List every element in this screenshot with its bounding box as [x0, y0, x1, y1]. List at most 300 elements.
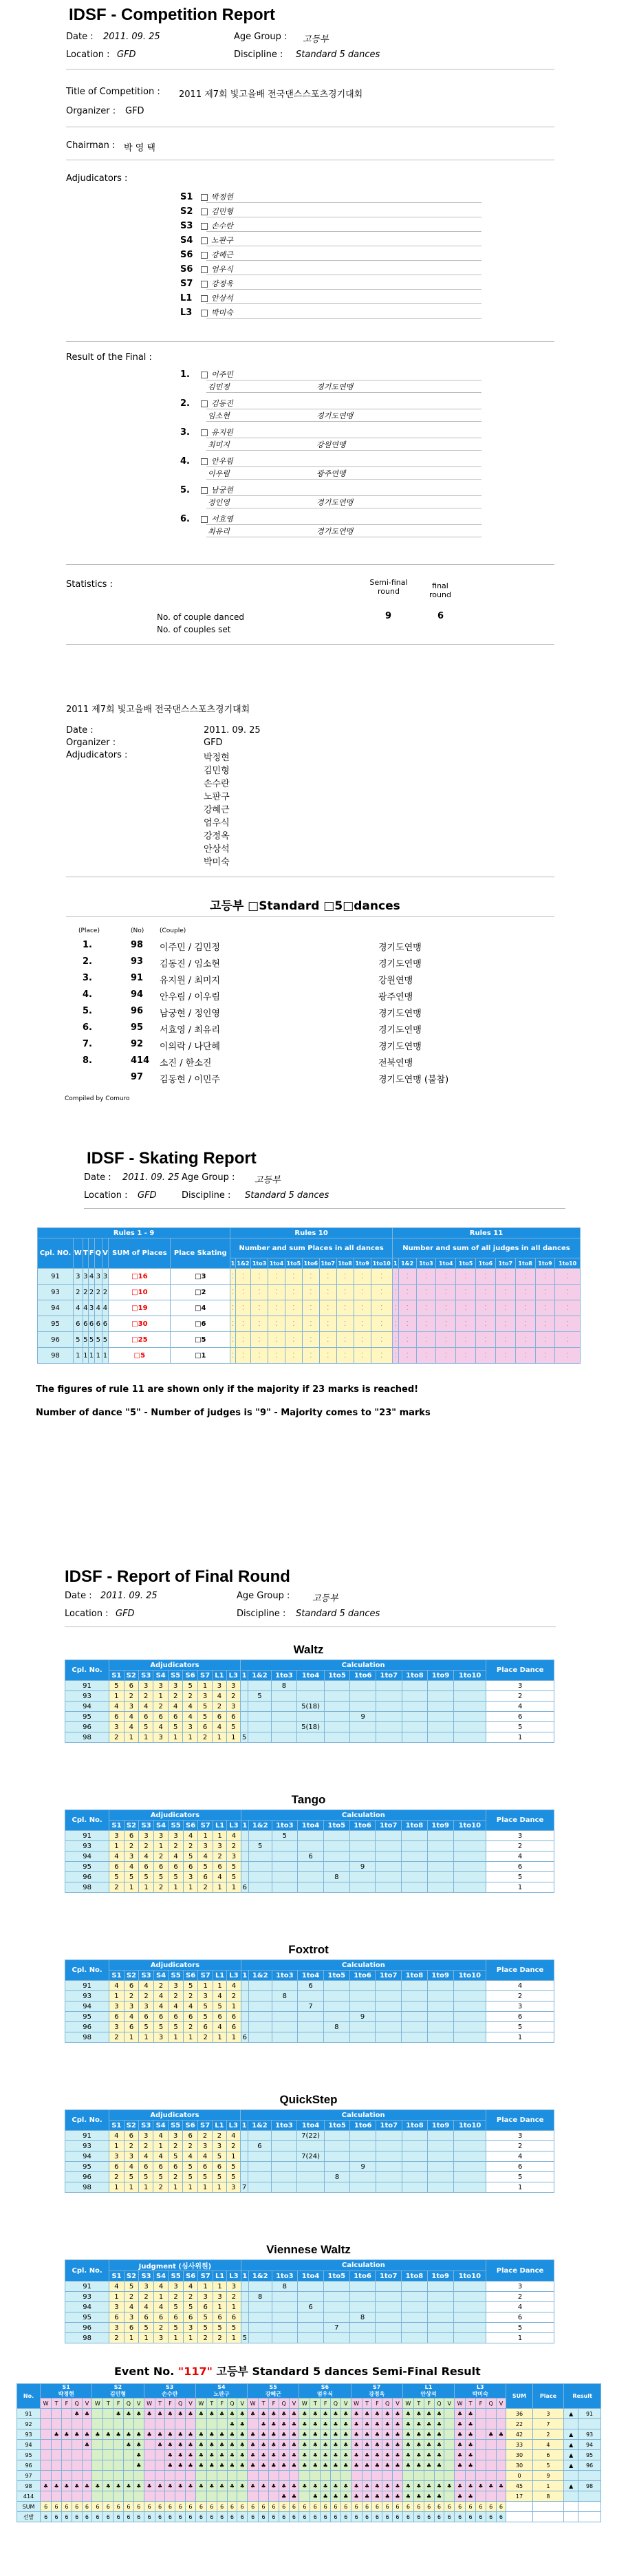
select-row: [17, 2512, 601, 2522]
dance-place: 2: [486, 1691, 554, 1702]
adjudicator-name: 노판구: [211, 236, 233, 245]
rule11-cell: ⁚: [515, 1332, 535, 1348]
judge-mark: 5: [139, 2323, 154, 2333]
mark-cell: ♣: [372, 2419, 382, 2429]
judge-mark: 2: [153, 2323, 169, 2333]
result-row: [180, 455, 233, 466]
adjudicator-row: [180, 220, 233, 231]
mark-cell: ♣: [237, 2481, 248, 2491]
calc-cell: [453, 2032, 486, 2043]
rule10-cell: ⁚: [230, 1285, 236, 1300]
judge-mark: 5: [227, 2323, 241, 2333]
cpl-number: 91: [65, 2282, 109, 2292]
calc-cell: [241, 1991, 248, 2001]
mark-cell: [486, 2450, 496, 2460]
empty-cell: [564, 2502, 578, 2512]
result-place: 4.: [180, 456, 190, 466]
stat-col-final: final round: [429, 581, 451, 599]
mark-cell: ♣: [310, 2429, 321, 2440]
mark-cell: [61, 2419, 72, 2429]
dance-place: 2: [83, 1285, 89, 1300]
checkbox-icon: [201, 400, 208, 407]
sum-cell: 6: [413, 2502, 424, 2512]
rule11-cell: ⁚: [456, 1269, 476, 1285]
calc-col-header: 1to10: [453, 2121, 486, 2131]
judge-mark: 2: [109, 1732, 124, 1743]
dance-place: 4: [486, 2151, 554, 2162]
mark-cell: ♣: [279, 2429, 289, 2440]
rule10-cell: ⁚: [230, 1300, 236, 1316]
rule11-cell: ⁚: [555, 1285, 581, 1300]
cpl-number: 414: [17, 2491, 41, 2502]
underline: [206, 450, 481, 451]
calc-cell: [248, 2312, 272, 2323]
calc-col-header: 1to8: [402, 2271, 428, 2282]
mark-cell: [124, 2450, 134, 2460]
calc-cell: 7: [323, 2323, 349, 2333]
mark-cell: [72, 2419, 82, 2429]
dance-letter: V: [133, 2398, 144, 2409]
mark-cell: ♣: [475, 2481, 486, 2491]
stat-value-semi: 9: [385, 611, 392, 621]
summary-place: 1.: [83, 940, 92, 950]
dance-table: [65, 1810, 554, 1893]
mark-cell: [144, 2450, 155, 2460]
calc-cell: [428, 2172, 454, 2182]
rule11-cell: ⁚: [392, 1285, 398, 1300]
calc-col-header: 1to7: [376, 2271, 402, 2282]
judge-mark: 4: [213, 1872, 226, 1882]
row-place: 2: [532, 2429, 564, 2440]
sum-cell: 6: [351, 2502, 362, 2512]
mark-cell: ♣: [259, 2460, 269, 2471]
judge-mark: 3: [153, 2333, 169, 2343]
cpl-number: 98: [17, 2481, 41, 2491]
header-row: [65, 1960, 554, 1971]
judge-mark: 3: [109, 2323, 125, 2333]
calc-cell: [298, 2333, 324, 2343]
calc-col-header: 1to6: [349, 2271, 376, 2282]
underline: [206, 260, 481, 261]
judge-mark: 2: [168, 2141, 182, 2151]
judge-header: S7: [198, 1971, 213, 1981]
mark-cell: ♣: [268, 2460, 279, 2471]
dance-place: 6: [486, 1712, 554, 1722]
calc-col-header: 1: [240, 2121, 248, 2131]
mark-cell: ♣: [382, 2429, 393, 2440]
judge-mark: 5: [139, 2022, 154, 2032]
mark-cell: ♣: [402, 2409, 413, 2419]
mark-cell: ♣: [382, 2419, 393, 2429]
summary-couple: 김동현 / 이민주: [160, 1075, 220, 1085]
mark-cell: ♣: [206, 2450, 217, 2460]
calc-cell: [350, 2182, 376, 2193]
judge-header: S3: [139, 1971, 154, 1981]
age-value: 고등부: [303, 34, 329, 45]
final-age: 고등부: [312, 1593, 338, 1604]
underline: [206, 495, 481, 496]
calc-cell: [402, 2012, 428, 2022]
note-majority: Number of dance "5" - Number of judges is "9" - Majority comes to "23" marks: [36, 1408, 431, 1418]
sum-cell: 6: [227, 2502, 237, 2512]
calc-cell: [248, 2032, 272, 2043]
cpl-number: 96: [65, 2323, 109, 2333]
mark-cell: ♣: [455, 2440, 466, 2450]
judge-mark: 4: [198, 1852, 213, 1862]
sum-of-places: □10: [109, 1285, 171, 1300]
mark-cell: [52, 2491, 62, 2502]
rule11-cell: ⁚: [436, 1332, 456, 1348]
judge-mark: 6: [138, 2162, 153, 2172]
mark-cell: ♣: [372, 2440, 382, 2450]
judge-mark: 2: [183, 2022, 198, 2032]
calc-col-header: 1&2: [398, 1258, 416, 1269]
underline: [206, 524, 481, 525]
calc-cell: [271, 1732, 297, 1743]
place-dance-header: Place Dance: [486, 1810, 554, 1831]
row-selected-number: [578, 2491, 601, 2502]
calc-cell: [402, 2001, 428, 2012]
calc-col-header: 1to3: [272, 1821, 298, 1831]
dance-letter: V: [289, 2398, 299, 2409]
calc-cell: [427, 1852, 453, 1862]
rule11-cell: ⁚: [555, 1332, 581, 1348]
adjudicator-row: [180, 264, 233, 275]
calc-col-header: 1to4: [298, 1971, 324, 1981]
mark-cell: [41, 2471, 52, 2481]
row-sum: 30: [506, 2450, 532, 2460]
judge-mark: 4: [226, 2131, 240, 2141]
mark-cell: [82, 2471, 92, 2481]
row-sum: 0: [506, 2471, 532, 2481]
mark-cell: [393, 2471, 403, 2481]
dance-letter: V: [82, 2398, 92, 2409]
calc-cell: [376, 1862, 402, 1872]
sum-cell: 6: [217, 2502, 227, 2512]
calc-cell: [248, 1882, 272, 1893]
summary-couple: 유지원 / 최미지: [160, 976, 220, 986]
mark-cell: ♣: [248, 2409, 259, 2419]
mark-cell: ♣: [424, 2481, 434, 2491]
rules-1-9-header: Rules 1 - 9: [38, 1228, 230, 1238]
rule11-cell: ⁚: [515, 1300, 535, 1316]
judge-mark: 6: [169, 2312, 184, 2323]
adjudicator-row: [180, 307, 233, 318]
summary-couple: 소진 / 한소진: [160, 1058, 212, 1069]
mark-cell: ♣: [331, 2419, 341, 2429]
mark-cell: ♣: [496, 2481, 506, 2491]
adjudicator-row: [180, 292, 233, 303]
mark-cell: ♣: [402, 2460, 413, 2471]
judge-mark: 1: [169, 1882, 184, 1893]
mark-cell: [475, 2460, 486, 2471]
judge-mark: 4: [169, 2001, 184, 2012]
summary-organizer: GFD: [204, 738, 223, 748]
mark-cell: ♣: [424, 2419, 434, 2429]
judge-mark: 4: [109, 2131, 124, 2141]
judge-mark: 1: [153, 1691, 168, 1702]
judge-mark: 1: [227, 2333, 241, 2343]
select-cell: 6: [165, 2512, 175, 2522]
calc-cell: [376, 1732, 402, 1743]
judge-name: 엄우식: [316, 2391, 334, 2397]
mark-cell: ♣: [424, 2450, 434, 2460]
calc-col-header: 1to9: [428, 2121, 454, 2131]
mark-cell: [496, 2409, 506, 2419]
summary-number: 92: [131, 1039, 144, 1049]
cpl-number: 98: [65, 1732, 109, 1743]
mark-cell: [299, 2471, 310, 2481]
mark-cell: ♣: [133, 2409, 144, 2419]
mark-cell: [206, 2491, 217, 2502]
calc-cell: [453, 2292, 486, 2302]
judge-mark: 6: [109, 1862, 125, 1872]
calc-col-header: 1to4: [297, 1671, 324, 1681]
final-row: [65, 2151, 554, 2162]
calc-cell: [350, 2172, 376, 2182]
mark-cell: ♣: [165, 2440, 175, 2450]
dance-place: 3: [102, 1269, 109, 1285]
summary-number: 91: [131, 973, 144, 983]
judge-mark: 3: [124, 1852, 139, 1862]
judge-header: S4: [153, 1971, 169, 1981]
judge-mark: 1: [198, 1981, 213, 1991]
sum-cell: 6: [155, 2502, 165, 2512]
summary-organization: 경기도연맹: [378, 943, 422, 953]
calc-cell: [427, 2333, 453, 2343]
result-partner1: 안우림: [211, 457, 233, 466]
place-dance-header: Place Dance: [486, 2110, 554, 2131]
rule10-cell: ⁚: [268, 1316, 285, 1332]
mark-cell: ♣: [351, 2450, 362, 2460]
mark-cell: [113, 2419, 124, 2429]
judge-mark: 2: [197, 1732, 212, 1743]
final-row: [65, 2131, 554, 2141]
mark-cell: ♣: [206, 2409, 217, 2419]
judge-header: S6: [183, 1821, 198, 1831]
dance-letter: T: [206, 2398, 217, 2409]
summary-organization: 경기도연맹: [378, 1025, 422, 1035]
mark-cell: ♣: [124, 2481, 134, 2491]
mark-cell: [52, 2460, 62, 2471]
row-place: 8: [532, 2491, 564, 2502]
judge-mark: 4: [124, 2012, 139, 2022]
calc-cell: [298, 2282, 324, 2292]
select-cell: 6: [444, 2512, 455, 2522]
judge-mark: 6: [183, 2012, 198, 2022]
summary-place: 7.: [83, 1039, 92, 1049]
row-result: ▲: [564, 2450, 578, 2460]
dance-letter: T: [310, 2398, 321, 2409]
mark-cell: ♣: [217, 2460, 227, 2471]
calc-cell: [402, 2282, 428, 2292]
judge-mark: 5: [198, 2001, 213, 2012]
cpl-header: Cpl. No.: [65, 1960, 109, 1981]
place-dance-header: Place Dance: [486, 1660, 554, 1681]
calc-cell: [248, 2282, 272, 2292]
mark-cell: ♣: [144, 2429, 155, 2440]
calc-cell: [453, 2131, 486, 2141]
calc-col-header: 1to10: [371, 1258, 392, 1269]
row-sum: 45: [506, 2481, 532, 2491]
calc-cell: [240, 1681, 248, 1691]
calc-cell: [323, 1991, 349, 2001]
mark-cell: [92, 2419, 103, 2429]
select-cell: 6: [144, 2512, 155, 2522]
summary-adjudicators-label: Adjudicators :: [66, 750, 128, 760]
judge-mark: 2: [227, 1841, 241, 1852]
cpl-number: 95: [65, 2312, 109, 2323]
judge-mark: 1: [124, 2182, 138, 2193]
judge-mark: 3: [198, 2292, 213, 2302]
mark-cell: [113, 2450, 124, 2460]
calc-cell: 9: [349, 1862, 376, 1872]
judge-mark: 4: [169, 1852, 184, 1862]
judge-mark: 4: [213, 2022, 226, 2032]
dance-place: 2: [89, 1285, 95, 1300]
calc-col-header: 1to10: [453, 2271, 486, 2282]
dance-place: 6: [486, 2012, 554, 2022]
dance-letter: W: [402, 2398, 413, 2409]
semi-row: [17, 2491, 601, 2502]
mark-cell: [41, 2409, 52, 2419]
judge-mark: 4: [213, 1991, 226, 2001]
semi-event-no: "117": [177, 2365, 213, 2378]
judge-mark: 5: [169, 2302, 184, 2312]
dance-place: 5: [94, 1332, 102, 1348]
calc-cell: [241, 2012, 248, 2022]
mark-cell: [92, 2460, 103, 2471]
calc-cell: 6: [298, 1981, 324, 1991]
judge-header: [248, 2384, 299, 2398]
mark-cell: [155, 2419, 165, 2429]
calc-cell: 7(22): [297, 2131, 324, 2141]
underline: [206, 289, 481, 290]
rule10-cell: ⁚: [268, 1269, 285, 1285]
row-sum: 17: [506, 2491, 532, 2502]
select-cell: 6: [321, 2512, 331, 2522]
judge-mark: 6: [198, 2022, 213, 2032]
mark-cell: [444, 2409, 455, 2419]
calc-cell: [402, 2312, 428, 2323]
mark-cell: ♣: [237, 2440, 248, 2450]
mark-cell: [186, 2419, 196, 2429]
skating-location-label: Location :: [84, 1190, 128, 1201]
judge-header: S7: [198, 2271, 213, 2282]
mark-cell: [237, 2491, 248, 2502]
judge-mark: 2: [183, 1991, 198, 2001]
calc-col-header: 1to3: [271, 1671, 297, 1681]
judge-mark: 1: [227, 2032, 241, 2043]
calc-cell: [453, 2141, 486, 2151]
mark-cell: ♣: [206, 2460, 217, 2471]
calc-col-header: 1&2: [235, 1258, 250, 1269]
mark-cell: [455, 2471, 466, 2481]
calc-cell: [376, 1872, 402, 1882]
mark-cell: [72, 2450, 82, 2460]
mark-cell: ♣: [175, 2450, 186, 2460]
summary-organization: 전북연맹: [378, 1058, 413, 1069]
mark-cell: ♣: [455, 2491, 466, 2502]
mark-cell: [237, 2471, 248, 2481]
calc-cell: [324, 2151, 350, 2162]
rule10-cell: ⁚: [354, 1316, 371, 1332]
select-cell: 6: [237, 2512, 248, 2522]
judge-mark: 1: [169, 2333, 184, 2343]
calc-col-header: 1to9: [427, 2271, 453, 2282]
calc-cell: [324, 2162, 350, 2172]
dance-place: 1: [486, 1882, 554, 1893]
result-partner1: 이주민: [211, 370, 233, 379]
summary-couple: 김동진 / 임소현: [160, 959, 220, 969]
result-partner1: 김동진: [211, 399, 233, 408]
calc-cell: [376, 1681, 402, 1691]
mark-cell: ♣: [455, 2419, 466, 2429]
mark-cell: ♣: [434, 2491, 444, 2502]
calc-cell: [324, 2182, 350, 2193]
calc-col-header: 1to9: [535, 1258, 555, 1269]
rule11-cell: ⁚: [392, 1332, 398, 1348]
select-cell: 6: [486, 2512, 496, 2522]
organizer-label: Organizer :: [66, 106, 116, 116]
rule10-cell: ⁚: [251, 1316, 268, 1332]
calc-cell: 5: [248, 1691, 271, 1702]
results-summary: [0, 702, 617, 1183]
semi-row: [17, 2471, 601, 2481]
calc-cell: [376, 1981, 402, 1991]
summary-place: 6.: [83, 1022, 92, 1033]
judge-mark: 3: [138, 2131, 153, 2141]
mark-cell: [82, 2419, 92, 2429]
select-cell: 6: [133, 2512, 144, 2522]
dance-place: 3: [486, 2131, 554, 2141]
mark-cell: ♣: [382, 2450, 393, 2460]
final-row: [65, 1841, 554, 1852]
header-row: [65, 2260, 554, 2271]
judge-mark: 1: [183, 1732, 197, 1743]
mark-cell: ♣: [321, 2429, 331, 2440]
judge-mark: 3: [226, 2182, 240, 2193]
judge-name: 김민형: [109, 2391, 127, 2397]
calc-cell: [323, 1841, 349, 1852]
mark-cell: ♣: [466, 2491, 476, 2502]
mark-cell: ♣: [402, 2450, 413, 2460]
judge-name: 노판구: [213, 2391, 230, 2397]
mark-cell: [144, 2419, 155, 2429]
sum-cell: 6: [165, 2502, 175, 2512]
cpl-number: 94: [65, 2151, 109, 2162]
adjudicator-code: S6: [180, 250, 193, 260]
mark-cell: ♣: [227, 2409, 237, 2419]
judge-mark: 6: [183, 1862, 198, 1872]
mark-cell: ♣: [299, 2409, 310, 2419]
mark-cell: ♣: [362, 2440, 372, 2450]
calc-cell: [376, 1712, 402, 1722]
judge-header: L3: [227, 1971, 241, 1981]
judge-header: S2: [124, 1821, 139, 1831]
calc-cell: [298, 2323, 324, 2333]
calc-cell: [248, 2001, 272, 2012]
calc-cell: [248, 2333, 272, 2343]
dance-place: 4: [74, 1300, 83, 1316]
mark-cell: ♣: [217, 2440, 227, 2450]
judge-mark: 6: [183, 2312, 198, 2323]
calc-cell: [248, 2131, 271, 2141]
result-partner2: 임소현: [208, 411, 230, 420]
mark-cell: ♣: [455, 2429, 466, 2440]
judge-header: L3: [226, 2121, 240, 2131]
mark-cell: [72, 2440, 82, 2450]
